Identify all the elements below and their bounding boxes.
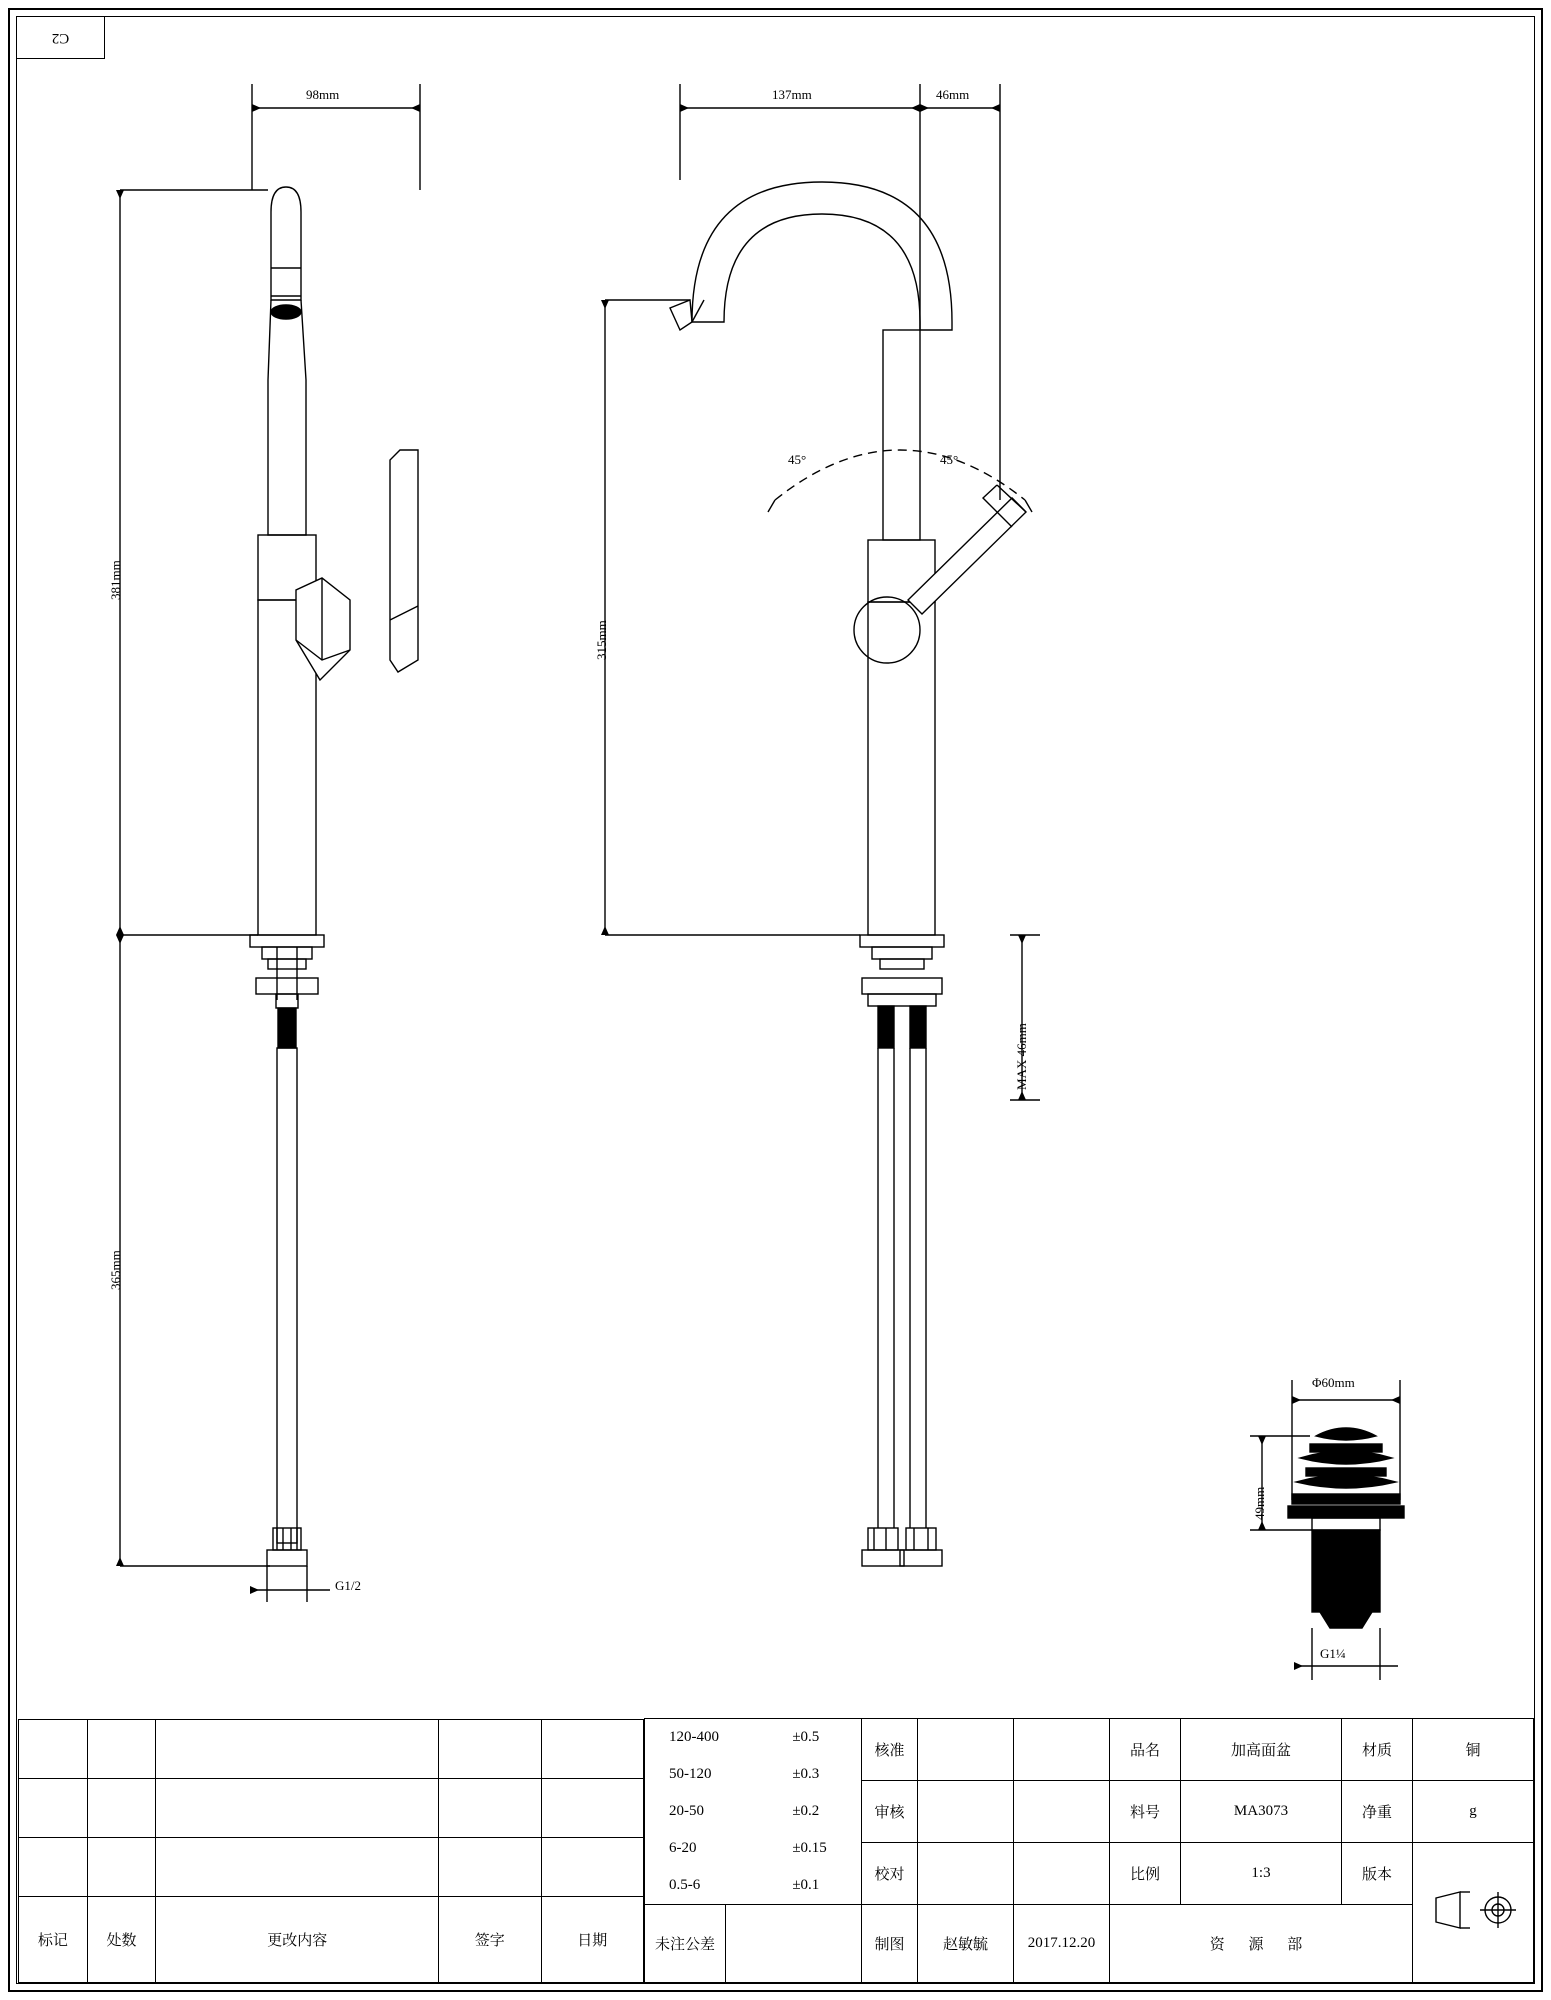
dim-arrow xyxy=(116,935,124,944)
revision-row xyxy=(19,1719,644,1778)
rev-mark xyxy=(19,1719,88,1778)
approval-name-2 xyxy=(918,1843,1014,1905)
dim-arrow xyxy=(252,104,261,112)
rev-sign xyxy=(439,1837,541,1896)
rev-content xyxy=(156,1837,439,1896)
rev-mark xyxy=(19,1837,88,1896)
tol-range-1: 50-120 xyxy=(669,1766,712,1782)
revision-row xyxy=(19,1837,644,1896)
tolerance-table xyxy=(645,1719,861,1904)
dim-drain-diameter: Φ60mm xyxy=(1312,1375,1355,1390)
dim-arrow xyxy=(920,104,929,112)
tol-range-0: 120-400 xyxy=(669,1729,719,1745)
dim-arrow xyxy=(911,104,920,112)
rev-mark xyxy=(19,1778,88,1837)
dim-arrow xyxy=(601,926,609,935)
product-weight-label: 净重 xyxy=(1342,1781,1413,1843)
dim-drain-thread: G1¼ xyxy=(1320,1646,1346,1661)
dim-arrow xyxy=(1391,1396,1400,1404)
dim-arrow xyxy=(250,1586,259,1594)
revision-header-row xyxy=(19,1896,644,1982)
approval-date-3: 2017.12.20 xyxy=(1014,1905,1110,1983)
tol-value-4: ±0.1 xyxy=(792,1877,820,1894)
dim-arrow xyxy=(601,300,609,309)
dim-arrow xyxy=(1018,1091,1026,1100)
rev-header-mark: 标记 xyxy=(19,1896,88,1982)
dim-side-handle-offset: 46mm xyxy=(936,87,970,102)
sheet-corner-mark xyxy=(17,17,105,59)
tol-range-2: 20-50 xyxy=(669,1803,704,1819)
dim-side-height: 315mm xyxy=(594,620,609,660)
dim-arrow xyxy=(1258,1436,1266,1445)
dim-arrow xyxy=(1018,935,1026,944)
rev-header-content: 更改内容 xyxy=(156,1896,439,1982)
rev-sign xyxy=(439,1719,541,1778)
dim-side-max-thickness: MAX 46mm xyxy=(1014,1023,1029,1090)
dim-drain-height: 49mm xyxy=(1252,1486,1267,1520)
product-name-label: 品名 xyxy=(1110,1719,1181,1781)
tol-value-2: ±0.2 xyxy=(792,1803,820,1819)
dim-front-thread: G1/2 xyxy=(335,1578,361,1593)
tol-value-0: ±0.5 xyxy=(792,1729,820,1745)
rev-sign xyxy=(439,1778,541,1837)
rev-count xyxy=(87,1778,156,1837)
approval-name-1 xyxy=(918,1781,1014,1843)
first-angle-projection-icon xyxy=(1418,1880,1528,1940)
title-block xyxy=(18,1718,1534,1983)
tol-value-1: ±0.3 xyxy=(792,1766,820,1782)
rev-date xyxy=(541,1837,644,1896)
dim-arrow xyxy=(1258,1521,1266,1530)
dim-arrow xyxy=(116,926,124,935)
approval-date-2 xyxy=(1014,1843,1110,1905)
product-scale-label: 比例 xyxy=(1110,1843,1181,1905)
product-material-value: 铜 xyxy=(1413,1719,1534,1781)
product-code-label: 料号 xyxy=(1110,1781,1181,1843)
dim-arrow xyxy=(680,104,689,112)
rev-count xyxy=(87,1837,156,1896)
product-name-value: 加高面盆 xyxy=(1181,1719,1342,1781)
dim-angle-right: 45° xyxy=(940,452,959,467)
department-name: 资 源 部 xyxy=(1110,1905,1413,1983)
tol-range-3: 6-20 xyxy=(669,1840,697,1856)
rev-header-date: 日期 xyxy=(541,1896,644,1982)
sheet-border-inner xyxy=(16,16,1535,1984)
rev-date xyxy=(541,1778,644,1837)
corner-mark-label: C2 xyxy=(51,30,70,46)
rev-content xyxy=(156,1778,439,1837)
approval-name-3: 赵敏毓 xyxy=(918,1905,1014,1983)
tolerance-title-spacer xyxy=(726,1905,862,1983)
rev-date xyxy=(541,1719,644,1778)
dim-arrow xyxy=(991,104,1000,112)
dim-arrow xyxy=(411,104,420,112)
tolerance-title: 未注公差 xyxy=(645,1905,726,1983)
rev-header-sign: 签字 xyxy=(439,1896,541,1982)
approval-label-2: 校对 xyxy=(862,1843,918,1905)
dim-front-total-height: 381mm xyxy=(108,560,123,600)
product-code-value: MA3073 xyxy=(1181,1781,1342,1843)
rev-count xyxy=(87,1719,156,1778)
tol-range-4: 0.5-6 xyxy=(669,1877,701,1894)
product-material-label: 材质 xyxy=(1342,1719,1413,1781)
dim-arrow xyxy=(116,1557,124,1566)
dim-arrow xyxy=(1294,1662,1303,1670)
revision-row xyxy=(19,1778,644,1837)
product-weight-value: g xyxy=(1413,1781,1534,1843)
approval-label-1: 审核 xyxy=(862,1781,918,1843)
approval-label-3: 制图 xyxy=(862,1905,918,1983)
approval-date-1 xyxy=(1014,1781,1110,1843)
dim-arrow xyxy=(116,190,124,199)
approval-name-0 xyxy=(918,1719,1014,1781)
dim-angle-left: 45° xyxy=(788,452,807,467)
projection-symbol xyxy=(1413,1843,1534,1983)
approval-date-0 xyxy=(1014,1719,1110,1781)
dim-front-lower-height: 365mm xyxy=(108,1250,123,1290)
rev-content xyxy=(156,1719,439,1778)
dim-side-reach: 137mm xyxy=(772,87,812,102)
dim-front-width: 98mm xyxy=(306,87,340,102)
product-version-label: 版本 xyxy=(1342,1843,1413,1905)
approval-label-0: 核准 xyxy=(862,1719,918,1781)
tol-value-3: ±0.15 xyxy=(792,1840,827,1856)
dim-arrow xyxy=(1292,1396,1301,1404)
product-scale-value: 1:3 xyxy=(1181,1843,1342,1905)
rev-header-count: 处数 xyxy=(87,1896,156,1982)
